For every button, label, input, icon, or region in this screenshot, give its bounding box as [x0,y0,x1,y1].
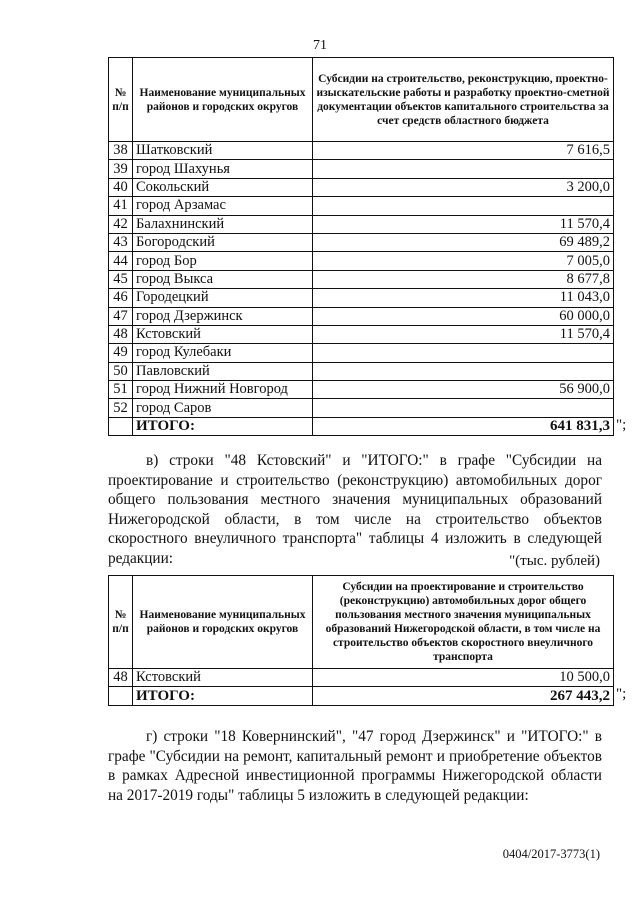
row-number: 42 [109,215,133,233]
row-number: 44 [109,252,133,270]
row-number: 51 [109,381,133,399]
table-row [109,289,614,307]
row-number: 49 [109,344,133,362]
row-number: 43 [109,233,133,251]
table-row [109,160,614,178]
table-row [109,325,614,343]
row-number: 50 [109,362,133,380]
row-name: город Дзержинск [133,307,313,325]
row-name: город Арзамас [133,197,313,215]
row-number: 46 [109,289,133,307]
row-value: 7 616,5 [313,142,614,160]
total-row [109,687,614,705]
row-name: Богородский [133,233,313,251]
row-value [313,362,614,380]
row-number: 48 [109,669,133,687]
row-name: город Бор [133,252,313,270]
unit-note: "(тыс. рублей) [509,553,600,569]
header-value: Субсидии на строительство, реконструкцию, проектно-изыскательские работы и разработку проектно-сметной документации объектов капитального строительства за счет средств областного бюджета [313,58,614,142]
table-row [109,399,614,417]
row-number: 45 [109,270,133,288]
table-row [109,178,614,196]
row-value: 11 570,4 [313,325,614,343]
table-row [109,197,614,215]
closing-quote: "; [616,686,627,702]
row-value: 7 005,0 [313,252,614,270]
closing-quote: "; [616,417,627,433]
table-row [109,142,614,160]
total-label: ИТОГО: [133,687,313,705]
row-value: 10 500,0 [313,669,614,687]
table-row [109,270,614,288]
row-number: 39 [109,160,133,178]
total-row [109,417,614,435]
paragraph-g: г) строки "18 Ковернинский", "47 город Дзержинск" и "ИТОГО:" в графе "Субсидии на ремонт, капитальный ремонт и приобретение объектов в рамках Адресной инвестиционной программы Нижегородской области на 2017-2019 годы" таблицы 5 изложить в следующей редакции: [108,728,602,804]
row-value: 69 489,2 [313,233,614,251]
total-label: ИТОГО: [133,417,313,435]
row-value: 56 900,0 [313,381,614,399]
row-value: 3 200,0 [313,178,614,196]
table-row [109,362,614,380]
table-row [109,669,614,687]
row-name: Городецкий [133,289,313,307]
row-name: Павловский [133,362,313,380]
row-value [313,160,614,178]
row-number: 40 [109,178,133,196]
row-name: Кстовский [133,325,313,343]
total-value: 641 831,3 [313,417,614,435]
subsidy-table-2 [108,575,614,706]
page-number: 71 [313,38,327,53]
row-name: город Саров [133,399,313,417]
row-name: Сокольский [133,178,313,196]
row-name: город Шахунья [133,160,313,178]
table-row [109,307,614,325]
row-number: 52 [109,399,133,417]
row-name: город Кулебаки [133,344,313,362]
row-number: 38 [109,142,133,160]
table-row [109,233,614,251]
row-number: 47 [109,307,133,325]
row-number: 41 [109,197,133,215]
header-num: № п/п [109,576,133,669]
header-name: Наименование муниципальных районов и городских округов [133,58,313,142]
header-value: Субсидии на проектирование и строительство (реконструкцию) автомобильных дорог общего пользования местного значения муниципальных образований Нижегородской области, в том числе на строительство объектов скоростного внеуличного транспорта [313,576,614,669]
row-name: город Выкса [133,270,313,288]
table-row [109,215,614,233]
row-value [313,344,614,362]
row-value: 8 677,8 [313,270,614,288]
header-name: Наименование муниципальных районов и городских округов [133,576,313,669]
subsidy-table-1 [108,57,614,436]
row-value: 60 000,0 [313,307,614,325]
total-value: 267 443,2 [313,687,614,705]
header-num: № п/п [109,58,133,142]
row-value [313,197,614,215]
table-row [109,252,614,270]
row-value: 11 570,4 [313,215,614,233]
row-name: Шатковский [133,142,313,160]
row-name: город Нижний Новгород [133,381,313,399]
row-name: Кстовский [133,669,313,687]
paragraph-v: в) строки "48 Кстовский" и "ИТОГО:" в графе "Субсидии на проектирование и строительство (реконструкцию) автомобильных дорог общего пользования местного значения муниципальных образований Нижегородской области, в том числе на строительство объектов скоростного внеуличного транспорта" таблицы 4 изложить в следующей редакции: [108,452,602,567]
row-value: 11 043,0 [313,289,614,307]
table-row [109,344,614,362]
row-name: Балахнинский [133,215,313,233]
row-number: 48 [109,325,133,343]
table-row [109,381,614,399]
document-code: 0404/2017-3773(1) [502,847,600,861]
row-value [313,399,614,417]
